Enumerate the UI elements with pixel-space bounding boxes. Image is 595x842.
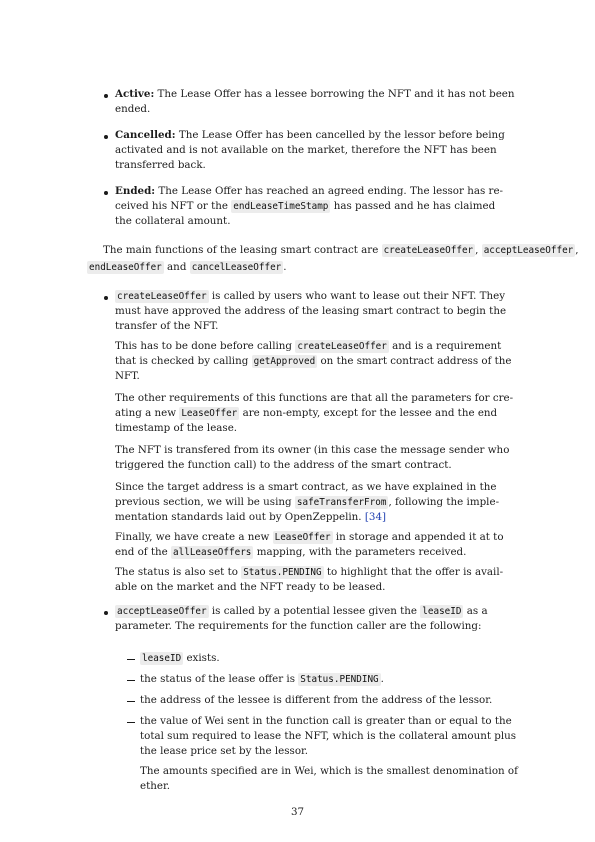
paragraph-line [115, 184, 503, 199]
paragraph-line: ended. [115, 103, 151, 115]
text: are non-empty, except for the lessee and the end [242, 407, 498, 419]
text: exists. [186, 652, 220, 664]
text: in storage and appended it at to [335, 531, 504, 543]
text: the status of the lease offer is [140, 673, 296, 685]
inline-code: getApproved [253, 356, 316, 367]
paragraph-line [115, 495, 499, 510]
paragraph-line [115, 530, 504, 545]
paragraph-line: NFT. [115, 370, 140, 382]
paragraph-line: The NFT is transfered from its owner (in this case the message sender who [115, 444, 510, 456]
inline-code: createLeaseOffer [297, 341, 387, 352]
text: and is a requirement [392, 340, 502, 352]
text: , following the imple- [388, 496, 500, 508]
text: is called by users who want to lease out their NFT. They [211, 290, 506, 302]
inline-code: LeaseOffer [181, 408, 238, 419]
dash-marker [127, 659, 135, 660]
paragraph-line: timestamp of the lease. [115, 422, 238, 434]
paragraph-line: the address of the lessee is different from the address of the lessor. [140, 694, 493, 706]
paragraph-line: transferred back. [115, 159, 206, 171]
paragraph-line: The other requirements of this functions are that all the parameters for cre- [115, 392, 514, 404]
paragraph-line: total sum required to lease the NFT, which is the collateral amount plus [140, 730, 517, 742]
text: as a [466, 605, 488, 617]
text: on the smart contract address of the [320, 355, 512, 367]
paragraph-line [140, 651, 220, 666]
dash-marker [127, 680, 135, 681]
paragraph-line [115, 354, 512, 369]
text: The main functions of the leasing smart contract are [103, 244, 379, 256]
text: . [380, 673, 384, 685]
bullet-marker [104, 296, 108, 300]
paragraph-line: ether. [140, 780, 171, 792]
paragraph-line: activated and is not available on the market, therefore the NFT has been [115, 144, 497, 156]
paragraph-line: Since the target address is a smart contract, as we have explained in the [115, 481, 497, 493]
term-cancelled: Cancelled: [115, 129, 176, 141]
text: ating a new [115, 407, 177, 419]
paragraph-line [115, 545, 466, 560]
text: Finally, we have create a new [115, 531, 270, 543]
citation-link[interactable]: [34] [364, 511, 387, 523]
text: is called by a potential lessee given the [211, 605, 418, 617]
text: has passed and he has claimed [333, 200, 496, 212]
text: ceived his NFT or the [115, 200, 228, 212]
paragraph-line [115, 406, 497, 421]
inline-code: Status.PENDING [300, 674, 379, 685]
paragraph-line: the lease price set by the lessor. [140, 745, 309, 757]
paragraph-line [115, 87, 515, 102]
text: This has to be done before calling [115, 340, 293, 352]
bullet-marker [104, 191, 108, 195]
inline-code: safeTransferFrom [296, 497, 387, 508]
text: . [283, 261, 287, 273]
paragraph-line [115, 289, 505, 304]
bullet-marker [104, 94, 108, 98]
paragraph-line [87, 260, 287, 275]
paragraph-line [103, 243, 579, 258]
text: , [575, 244, 579, 256]
inline-code: cancelLeaseOffer [191, 262, 282, 273]
paragraph-line: the value of Wei sent in the function call is greater than or equal to the [140, 715, 512, 727]
bullet-marker [104, 611, 108, 615]
inline-code: createLeaseOffer [117, 291, 207, 302]
text: The Lease Offer has been cancelled by the lessor before being [178, 129, 505, 141]
paragraph-line: the collateral amount. [115, 215, 231, 227]
text: to highlight that the offer is avail- [326, 566, 504, 578]
inline-code: endLeaseTimeStamp [233, 201, 329, 212]
inline-code: LeaseOffer [274, 532, 331, 543]
dash-marker [127, 722, 135, 723]
paragraph-line: must have approved the address of the leasing smart contract to begin the [115, 305, 507, 317]
bullet-marker [104, 135, 108, 139]
text: The Lease Offer has a lessee borrowing the NFT and it has not been [157, 88, 515, 100]
inline-code: allLeaseOffers [173, 547, 252, 558]
paragraph-line [115, 565, 503, 580]
paragraph-line [115, 339, 501, 354]
paragraph-line: triggered the function call) to the address of the smart contract. [115, 459, 452, 471]
text: end of the [115, 546, 168, 558]
inline-code: Status.PENDING [243, 567, 322, 578]
text: mapping, with the parameters received. [256, 546, 467, 558]
inline-code: acceptLeaseOffer [483, 245, 574, 256]
text: mentation standards laid out by OpenZeppelin. [115, 511, 362, 523]
paragraph-line [140, 672, 384, 687]
inline-code: acceptLeaseOffer [117, 606, 207, 617]
page-number: 37 [290, 806, 305, 818]
term-active: Active: [115, 88, 155, 100]
inline-code: endLeaseOffer [89, 262, 162, 273]
text: , [475, 244, 479, 256]
term-ended: Ended: [115, 185, 156, 197]
text: The status is also set to [115, 566, 238, 578]
paragraph-line: parameter. The requirements for the function caller are the following: [115, 620, 482, 632]
paragraph-line [115, 199, 495, 214]
paragraph-line [115, 604, 488, 619]
inline-code: leaseID [142, 653, 182, 664]
text: previous section, we will be using [115, 496, 292, 508]
text: that is checked by calling [115, 355, 249, 367]
dash-marker [127, 701, 135, 702]
inline-code: leaseID [422, 606, 462, 617]
paragraph-line [115, 128, 505, 143]
text: The Lease Offer has reached an agreed ending. The lessor has re- [158, 185, 504, 197]
text: and [167, 261, 187, 273]
paragraph-line: transfer of the NFT. [115, 320, 219, 332]
paragraph-line: able on the market and the NFT ready to be leased. [115, 581, 386, 593]
inline-code: createLeaseOffer [383, 245, 474, 256]
paragraph-line: The amounts specified are in Wei, which is the smallest denomination of [140, 765, 518, 777]
paragraph-line [115, 510, 386, 525]
